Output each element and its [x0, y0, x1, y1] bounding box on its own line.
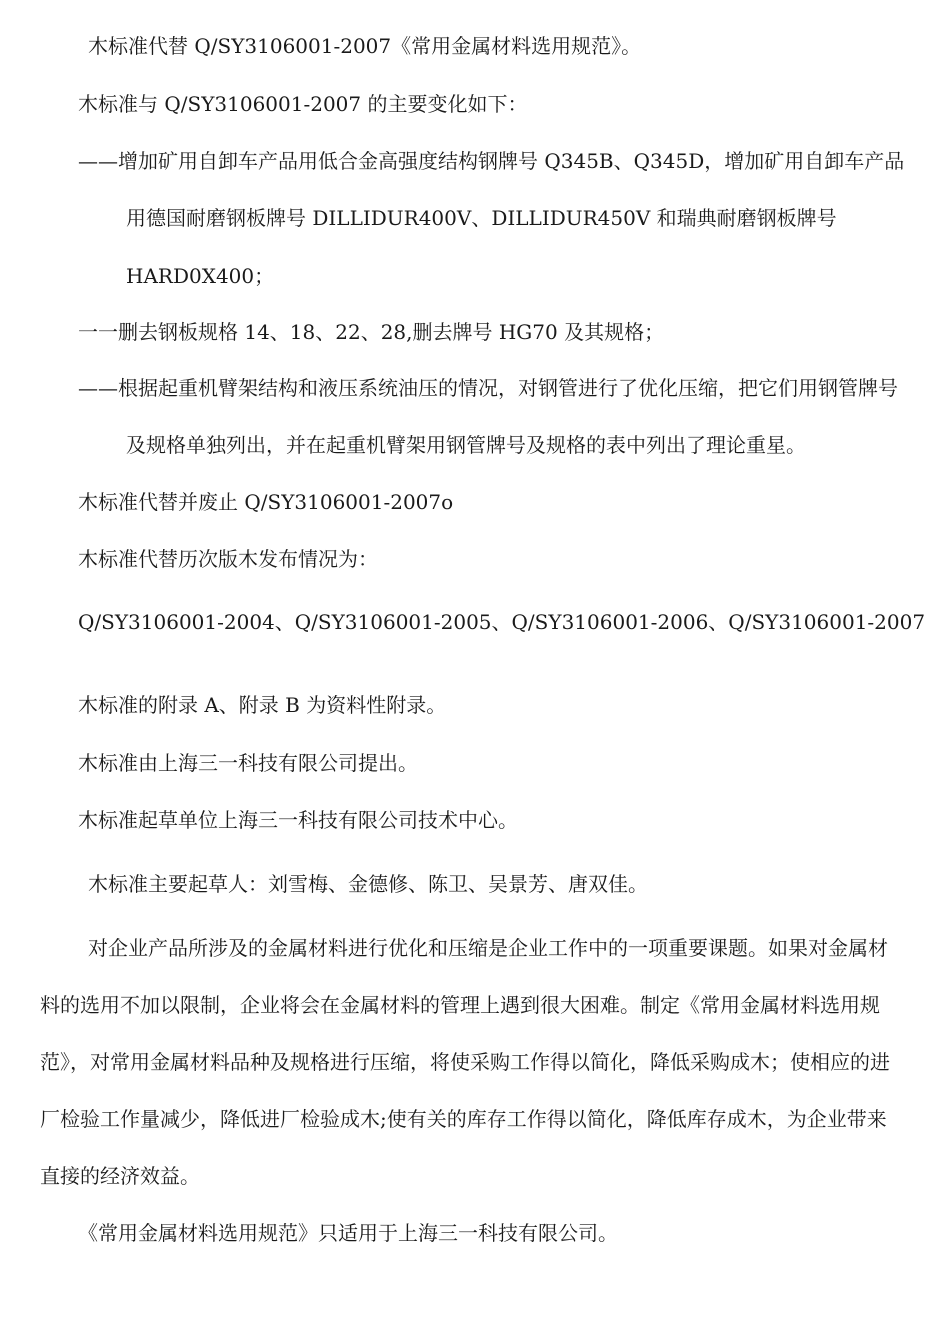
doc-line-20: 直接的经济效益。 [40, 1164, 200, 1188]
doc-line-18: 范》，对常用金属材料品种及规格进行压缩，将使采购工作得以简化，降低采购成木；使相应的进 [40, 1050, 890, 1074]
doc-line-14: 木标准起草单位上海三一科技有限公司技术中心。 [78, 808, 518, 832]
doc-line-7: ——根据起重机臂架结构和液压系统油压的情况，对钢管进行了优化压缩，把它们用钢管牌号 [78, 376, 898, 400]
doc-line-16: 对企业产品所涉及的金属材料进行优化和压缩是企业工作中的一项重要课题。如果对金属材 [88, 936, 888, 960]
doc-line-12: 木标准的附录 A、附录 B 为资料性附录。 [78, 693, 447, 717]
doc-line-10: 木标准代替历次版木发布情况为： [78, 547, 378, 571]
doc-line-19: 厂检验工作量减少，降低进厂检验成木;使有关的库存工作得以简化，降低库存成木，为企业带来 [40, 1107, 887, 1131]
doc-line-21: 《常用金属材料选用规范》只适用于上海三一科技有限公司。 [78, 1221, 618, 1245]
doc-line-5: HARD0X400； [126, 264, 275, 288]
doc-line-17: 料的选用不加以限制，企业将会在金属材料的管理上遇到很大困难。制定《常用金属材料选用规 [40, 993, 880, 1017]
doc-line-11: Q/SY3106001-2004、Q/SY3106001-2005、Q/SY3106001-2006、Q/SY3106001-2007 [78, 610, 926, 634]
doc-line-13: 木标准由上海三一科技有限公司提出。 [78, 751, 418, 775]
doc-line-4: 用德国耐磨钢板牌号 DILLIDUR400V、DILLIDUR450V 和瑞典耐磨钢板牌号 [126, 206, 837, 230]
doc-line-6: 一一删去钢板规格 14、18、22、28,删去牌号 HG70 及其规格； [78, 320, 665, 344]
doc-line-1: 木标准代替 Q/SY3106001-2007《常用金属材料选用规范》。 [88, 34, 642, 58]
doc-line-8: 及规格单独列出，并在起重机臂架用钢管牌号及规格的表中列出了理论重星。 [126, 433, 806, 457]
doc-line-3: ——增加矿用自卸车产品用低合金高强度结构钢牌号 Q345B、Q345D，增加矿用自卸车产品 [78, 149, 905, 173]
doc-line-15: 木标准主要起草人：刘雪梅、金德修、陈卫、吴景芳、唐双佳。 [88, 872, 648, 896]
doc-line-9: 木标准代替并废止 Q/SY3106001-2007o [78, 490, 454, 514]
doc-line-2: 木标准与 Q/SY3106001-2007 的主要变化如下： [78, 92, 528, 116]
